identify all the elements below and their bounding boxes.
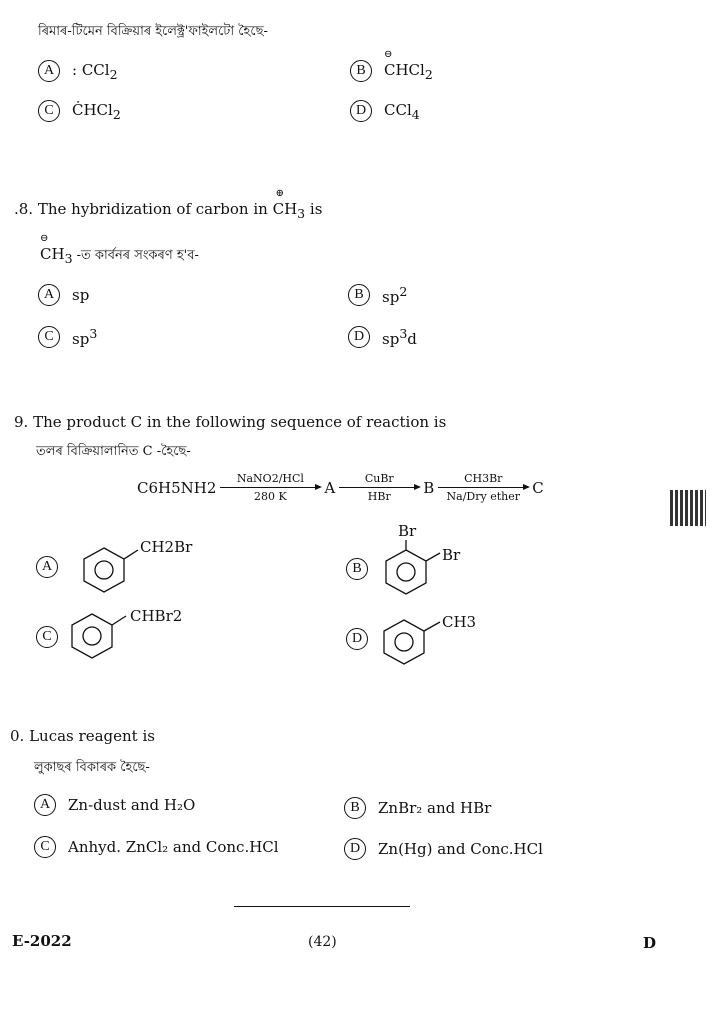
text: 3 (89, 326, 98, 341)
q9-option-d (346, 628, 368, 650)
text: Zn(Hg) and Conc.HCl (378, 840, 543, 858)
q10-assamese: লুকাছৰ বিকাৰক হৈছে- (34, 760, 150, 775)
text: Zn-dust and H₂O (68, 796, 196, 814)
q10-option-c (34, 836, 279, 858)
text: sp (72, 286, 90, 304)
text: CH (40, 245, 65, 263)
q10-option-a (34, 794, 195, 816)
text: 3 (399, 326, 408, 341)
text: NaNO2/HCl (236, 472, 304, 485)
text: 280 K (254, 490, 287, 503)
subscript: 2 (424, 66, 433, 82)
charge: ⊖ (384, 48, 393, 60)
text: C (36, 626, 58, 648)
text: -ত কাৰ্বনৰ সংকৰণ হ'ব- (76, 248, 199, 263)
text: ⊖ (40, 233, 49, 244)
subscript: 4 (411, 106, 420, 122)
text: Na/Dry ether (446, 490, 521, 503)
option-text: CHCl (384, 60, 425, 79)
page-number: (42) (308, 934, 337, 950)
text: 3 (297, 206, 306, 221)
q9-assamese: তলৰ বিক্ৰিয়ালানিত C -হৈছে- (36, 444, 191, 459)
substituent: CH2Br (140, 538, 193, 556)
option-letter: B (350, 60, 372, 82)
set-letter: D (643, 934, 657, 952)
q9-option-a (36, 556, 58, 578)
text: CuBr (364, 472, 394, 485)
subscript: 2 (112, 106, 121, 122)
text: sp (382, 330, 400, 348)
substituent: Br (398, 522, 417, 540)
option-text: ĊHCl (72, 100, 113, 119)
text: 2 (399, 284, 408, 299)
text: D (344, 838, 366, 860)
q10-question (10, 727, 155, 745)
text: B (346, 558, 368, 580)
charge: ⊕ (275, 188, 284, 199)
text: D (346, 628, 368, 650)
text: Anhyd. ZnCl₂ and Conc.HCl (68, 838, 279, 856)
text: A (34, 794, 56, 816)
q7-assamese: ৰিমাৰ-টিমেন বিক্ৰিয়াৰ ইলেক্ট্ৰ'ফাইলটো হৈছে- (38, 24, 268, 39)
subscript: 2 (109, 66, 118, 82)
benzene-ring-c (72, 614, 126, 658)
text: Lucas reagent is (29, 727, 155, 745)
option-letter: C (38, 100, 60, 122)
text: C (34, 836, 56, 858)
benzene-ring-a (84, 548, 138, 592)
text: sp (382, 288, 400, 306)
text: .8. (14, 200, 34, 218)
benzene-ring-b (386, 540, 440, 594)
option-text: CCl (384, 100, 412, 119)
q9-option-c (36, 626, 58, 648)
footer-code: E-2022 (12, 932, 72, 950)
option-letter: A (38, 60, 60, 82)
substituent: Br (442, 546, 461, 564)
substituent: CHBr2 (130, 607, 183, 625)
text: 0. (10, 727, 25, 745)
text: 3 (64, 251, 73, 266)
text: D (348, 326, 370, 348)
text: C (38, 326, 60, 348)
text: B (344, 797, 366, 819)
q10-option-b (344, 797, 491, 819)
text: B (423, 478, 435, 497)
benzene-ring-d (384, 620, 440, 664)
text: is (309, 200, 323, 218)
text: A (324, 478, 336, 497)
text: 9. (14, 413, 29, 431)
text: B (348, 284, 370, 306)
text: A (38, 284, 60, 306)
q9-option-b (346, 558, 368, 580)
text: ZnBr₂ and HBr (378, 799, 492, 817)
text: The product C in the following sequence of reaction is (33, 413, 447, 431)
reactant: C6H5NH2 (137, 478, 217, 497)
text: CH3Br (464, 472, 503, 485)
text: A (36, 556, 58, 578)
option-letter: D (350, 100, 372, 122)
text: d (407, 330, 417, 348)
text: The hybridization of carbon in (37, 200, 268, 218)
text: C (532, 478, 544, 497)
option-text: : CCl (72, 60, 110, 79)
text: HBr (367, 490, 391, 503)
substituent: CH3 (442, 613, 477, 631)
footer-divider (234, 906, 410, 907)
text: CH (272, 200, 298, 218)
text: sp (72, 330, 90, 348)
q10-option-d (344, 838, 543, 860)
